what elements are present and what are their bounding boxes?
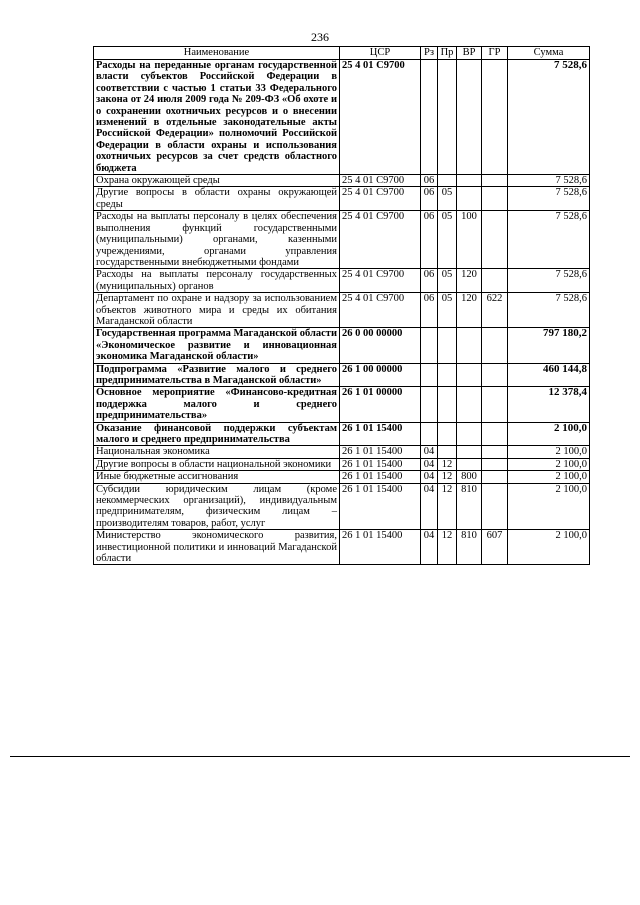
- cell-pr: 05: [438, 293, 457, 328]
- cell-gr: [482, 60, 508, 175]
- cell-csr: 25 4 01 С9700: [340, 175, 421, 187]
- cell-sum: 12 378,4: [508, 387, 590, 422]
- cell-sum: 2 100,0: [508, 530, 590, 565]
- cell-pr: [438, 422, 457, 446]
- cell-csr: 26 1 01 15400: [340, 458, 421, 470]
- cell-vr: 810: [457, 530, 482, 565]
- cell-vr: 100: [457, 211, 482, 269]
- cell-pr: [438, 328, 457, 363]
- cell-pr: [438, 60, 457, 175]
- cell-name: Национальная экономика: [94, 446, 340, 458]
- cell-gr: [482, 187, 508, 211]
- table-row: [94, 269, 590, 293]
- cell-name: Охрана окружающей среды: [94, 175, 340, 187]
- cell-vr: [457, 422, 482, 446]
- cell-vr: [457, 446, 482, 458]
- cell-vr: [457, 187, 482, 211]
- cell-csr: 25 4 01 С9700: [340, 211, 421, 269]
- cell-csr: 26 1 01 15400: [340, 471, 421, 483]
- cell-name: Подпрограмма «Развитие малого и среднего предпринимательства в Магаданской области»: [94, 363, 340, 387]
- cell-name: Субсидии юридическим лицам (кроме некоммерческих организаций), индивидуальным предпринимателям, физическим лицам – производителям товаров, работ, услуг: [94, 483, 340, 530]
- page-number: 236: [311, 30, 329, 44]
- cell-csr: 26 1 01 00000: [340, 387, 421, 422]
- cell-rz: [421, 363, 438, 387]
- cell-name: Основное мероприятие «Финансово-кредитная поддержка малого и среднего предпринимательства»: [94, 387, 340, 422]
- cell-name: Государственная программа Магаданской области «Экономическое развитие и инновационная экономика Магаданской области»: [94, 328, 340, 363]
- cell-sum: 7 528,6: [508, 211, 590, 269]
- table-row: [94, 483, 590, 530]
- cell-vr: 120: [457, 269, 482, 293]
- cell-sum: 7 528,6: [508, 293, 590, 328]
- cell-gr: [482, 363, 508, 387]
- cell-sum: 2 100,0: [508, 446, 590, 458]
- cell-gr: [482, 387, 508, 422]
- cell-gr: 607: [482, 530, 508, 565]
- cell-csr: 26 1 01 15400: [340, 422, 421, 446]
- table-row: [94, 446, 590, 458]
- cell-csr: 25 4 01 С9700: [340, 60, 421, 175]
- table-row: [94, 422, 590, 446]
- cell-rz: 06: [421, 293, 438, 328]
- cell-csr: 26 1 01 15400: [340, 530, 421, 565]
- cell-gr: [482, 211, 508, 269]
- cell-gr: [482, 422, 508, 446]
- cell-csr: 26 1 01 15400: [340, 446, 421, 458]
- cell-name: Министерство экономического развития, инвестиционной политики и инноваций Магаданской области: [94, 530, 340, 565]
- table-row: [94, 458, 590, 470]
- cell-csr: 25 4 01 С9700: [340, 187, 421, 211]
- cell-vr: [457, 458, 482, 470]
- footer-divider: [10, 756, 630, 757]
- cell-vr: [457, 175, 482, 187]
- cell-rz: 06: [421, 187, 438, 211]
- cell-vr: 800: [457, 471, 482, 483]
- cell-pr: 05: [438, 211, 457, 269]
- cell-sum: 7 528,6: [508, 175, 590, 187]
- cell-vr: [457, 363, 482, 387]
- header-gr: ГР: [482, 47, 508, 60]
- cell-vr: [457, 328, 482, 363]
- cell-pr: 05: [438, 187, 457, 211]
- cell-name: Расходы на переданные органам государственной власти субъектов Российской Федерации в соответствии с частью 1 статьи 33 Федерального закона от 24 июля 2009 года № 209-ФЗ «Об охоте и о сохранении охотничьих ресурсов и о внесении изменений в отдельные законодательные акты Российской Федерации» полномочий Российской Федерации в области охраны и использования охотничьих ресурсов за счет средств областного бюджета: [94, 60, 340, 175]
- table-body: [94, 60, 590, 565]
- table-row: [94, 363, 590, 387]
- cell-sum: 2 100,0: [508, 483, 590, 530]
- cell-name: Департамент по охране и надзору за использованием объектов животного мира и среды их обитания Магаданской области: [94, 293, 340, 328]
- table-row: [94, 175, 590, 187]
- table-header-row: [94, 47, 590, 60]
- cell-rz: 04: [421, 483, 438, 530]
- cell-name: Другие вопросы в области национальной экономики: [94, 458, 340, 470]
- table-row: [94, 60, 590, 175]
- cell-rz: 04: [421, 471, 438, 483]
- cell-sum: 2 100,0: [508, 422, 590, 446]
- cell-vr: 120: [457, 293, 482, 328]
- cell-gr: [482, 471, 508, 483]
- cell-gr: [482, 328, 508, 363]
- cell-sum: 7 528,6: [508, 269, 590, 293]
- cell-name: Другие вопросы в области охраны окружающей среды: [94, 187, 340, 211]
- table-row: [94, 187, 590, 211]
- cell-name: Иные бюджетные ассигнования: [94, 471, 340, 483]
- cell-vr: [457, 60, 482, 175]
- cell-csr: 26 1 01 15400: [340, 483, 421, 530]
- cell-name: Оказание финансовой поддержки субъектам малого и среднего предпринимательства: [94, 422, 340, 446]
- cell-sum: 7 528,6: [508, 60, 590, 175]
- cell-vr: [457, 387, 482, 422]
- cell-pr: 12: [438, 458, 457, 470]
- cell-pr: [438, 387, 457, 422]
- cell-rz: 06: [421, 211, 438, 269]
- cell-sum: 7 528,6: [508, 187, 590, 211]
- cell-vr: 810: [457, 483, 482, 530]
- cell-sum: 2 100,0: [508, 458, 590, 470]
- header-rz: Рз: [421, 47, 438, 60]
- cell-name: Расходы на выплаты персоналу государственных (муниципальных) органов: [94, 269, 340, 293]
- cell-pr: [438, 446, 457, 458]
- cell-rz: 04: [421, 446, 438, 458]
- cell-gr: [482, 458, 508, 470]
- header-name: Наименование: [94, 47, 340, 60]
- cell-rz: 06: [421, 269, 438, 293]
- table-row: [94, 211, 590, 269]
- table-row: [94, 387, 590, 422]
- cell-sum: 460 144,8: [508, 363, 590, 387]
- cell-gr: [482, 269, 508, 293]
- table-row: [94, 293, 590, 328]
- cell-rz: 04: [421, 458, 438, 470]
- cell-pr: 12: [438, 483, 457, 530]
- cell-sum: 2 100,0: [508, 471, 590, 483]
- header-csr: ЦСР: [340, 47, 421, 60]
- budget-table: [93, 46, 590, 565]
- cell-name: Расходы на выплаты персоналу в целях обеспечения выполнения функций государственными (муниципальными) органами, казенными учреждениями, органами управления государственными внебюджетными фондами: [94, 211, 340, 269]
- header-sum: Сумма: [508, 47, 590, 60]
- cell-csr: 26 1 00 00000: [340, 363, 421, 387]
- cell-pr: [438, 175, 457, 187]
- cell-sum: 797 180,2: [508, 328, 590, 363]
- cell-pr: [438, 363, 457, 387]
- cell-rz: 06: [421, 175, 438, 187]
- cell-gr: [482, 175, 508, 187]
- cell-csr: 26 0 00 00000: [340, 328, 421, 363]
- header-pr: Пр: [438, 47, 457, 60]
- cell-rz: [421, 60, 438, 175]
- cell-pr: 12: [438, 471, 457, 483]
- cell-csr: 25 4 01 С9700: [340, 293, 421, 328]
- cell-gr: 622: [482, 293, 508, 328]
- table-row: [94, 530, 590, 565]
- cell-gr: [482, 446, 508, 458]
- table-row: [94, 328, 590, 363]
- cell-pr: 05: [438, 269, 457, 293]
- table-row: [94, 471, 590, 483]
- header-vr: ВР: [457, 47, 482, 60]
- cell-gr: [482, 483, 508, 530]
- cell-csr: 25 4 01 С9700: [340, 269, 421, 293]
- cell-rz: [421, 387, 438, 422]
- cell-rz: 04: [421, 530, 438, 565]
- cell-rz: [421, 328, 438, 363]
- cell-rz: [421, 422, 438, 446]
- cell-pr: 12: [438, 530, 457, 565]
